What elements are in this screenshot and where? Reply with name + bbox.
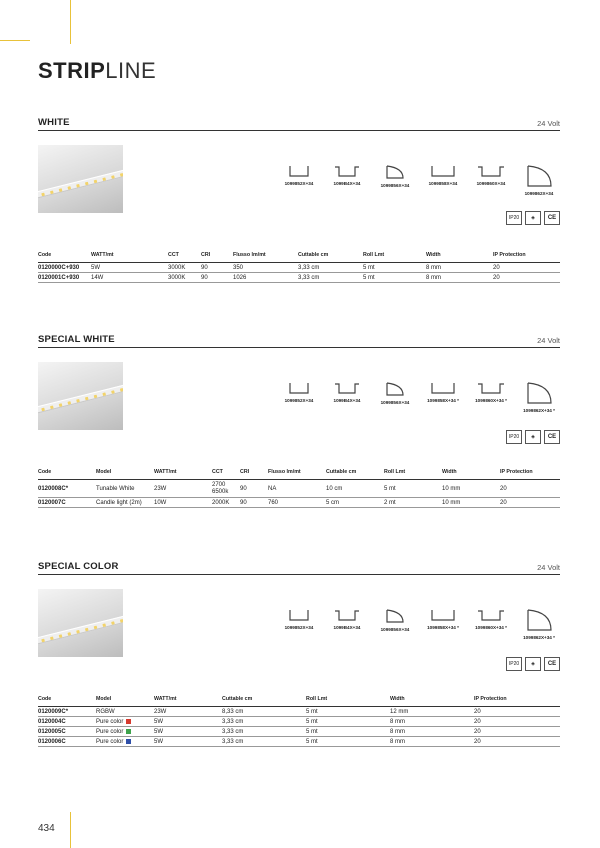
col-header: Roll Lmt [363, 248, 426, 263]
profile-wide-icon [430, 608, 456, 622]
cell: 20 [474, 737, 560, 747]
profile-item [518, 164, 560, 196]
cert-icons [506, 211, 560, 225]
profile-item [374, 381, 416, 413]
section-header [38, 117, 560, 131]
profile-code: 1099862X+34 [524, 191, 554, 196]
col-header: IP Protection [474, 692, 560, 707]
cell: RGBW [96, 707, 154, 717]
cell: 2 mt [384, 498, 442, 508]
cell: 3000K [168, 273, 201, 283]
profile-item [422, 608, 464, 640]
cell-code: 0120004C [38, 717, 96, 727]
led-strip-image [38, 166, 123, 199]
led-chip [76, 398, 80, 402]
profile-item [470, 381, 512, 413]
spec-table-white [38, 248, 560, 283]
table-row [38, 717, 560, 727]
profile-item [518, 381, 560, 413]
table-row [38, 263, 560, 273]
col-header: Code [38, 465, 96, 480]
profile-u-icon [288, 608, 310, 622]
cert-icons [506, 430, 560, 444]
cell: 20 [500, 498, 560, 508]
col-header: CRI [240, 465, 268, 480]
profile-code: 1099B4X+34 [333, 398, 361, 403]
col-header: WATT/mt [154, 465, 212, 480]
class-icon: ◈ [525, 211, 541, 225]
title-light: LINE [105, 58, 157, 83]
section-header [38, 334, 560, 348]
profile-wide-icon [430, 164, 456, 178]
section-title: SPECIAL COLOR [38, 561, 119, 572]
cell: 20 [493, 273, 560, 283]
ce-mark-icon: CE [544, 211, 560, 225]
cell-code: 0120008C* [38, 480, 96, 498]
cell: 12 mm [390, 707, 474, 717]
profile-item [326, 164, 368, 196]
profile-flange-icon [334, 608, 360, 622]
ce-mark-icon: CE [544, 657, 560, 671]
profile-item [278, 608, 320, 640]
section-header [38, 561, 560, 575]
col-header: Flusso lm/mt [268, 465, 326, 480]
led-chip [120, 619, 123, 623]
cell: 5W [91, 263, 168, 273]
profile-list [278, 164, 560, 196]
color-swatch-red [126, 719, 131, 724]
cell-code: 0120000C+930 [38, 263, 91, 273]
led-chip [94, 625, 98, 629]
cell: 23W [154, 480, 212, 498]
profile-flange-wide-icon [477, 164, 505, 178]
profile-code: 1099860X+34 [476, 181, 506, 186]
col-header: Width [426, 248, 493, 263]
cell: 3,33 cm [298, 273, 363, 283]
product-photo [38, 362, 123, 430]
profile-code: 1099862X+34 * [523, 408, 555, 413]
col-header: Roll Lmt [306, 692, 390, 707]
profile-list [278, 381, 560, 413]
profile-u-icon [288, 164, 310, 178]
led-chip [59, 188, 63, 192]
led-chip [102, 392, 106, 396]
profile-item [470, 164, 512, 196]
led-chip [59, 634, 63, 638]
cell: Candle light (2m) [96, 498, 154, 508]
cell: 90 [240, 480, 268, 498]
profile-corner-icon [384, 164, 406, 180]
cell: 5 mt [306, 737, 390, 747]
led-chip [67, 186, 71, 190]
led-chip [50, 190, 54, 194]
cell: Tunable White [96, 480, 154, 498]
led-chip [67, 401, 71, 405]
led-chip [102, 623, 106, 627]
profile-code: 1099858X+34 * [427, 398, 459, 403]
profile-item [278, 381, 320, 413]
cell: 8 mm [390, 737, 474, 747]
col-header: Code [38, 692, 96, 707]
profile-item [374, 164, 416, 196]
table-row [38, 727, 560, 737]
cell: 5 mt [306, 727, 390, 737]
cert-icons [506, 657, 560, 671]
profile-corner-large-icon [525, 608, 553, 632]
profile-item [374, 608, 416, 640]
table-header [38, 692, 560, 707]
profile-code: 1099856X+34 [380, 627, 410, 632]
cell: 14W [91, 273, 168, 283]
title-strong: STRIP [38, 58, 106, 83]
profile-item [470, 608, 512, 640]
col-header: Roll Lmt [384, 465, 442, 480]
cell: 10W [154, 498, 212, 508]
ip20-icon: IP20 [506, 430, 522, 444]
ip20-icon: IP20 [506, 211, 522, 225]
cell: NA [268, 480, 326, 498]
cell: 10 cm [326, 480, 384, 498]
table-row [38, 707, 560, 717]
cell: 5 mt [363, 263, 426, 273]
col-header: Model [96, 692, 154, 707]
section-title: SPECIAL WHITE [38, 334, 115, 345]
cell: Pure color [96, 728, 124, 735]
cell: 8 mm [426, 273, 493, 283]
col-header: Code [38, 248, 91, 263]
table-header [38, 248, 560, 263]
profile-code: 1099860X+34 * [475, 398, 507, 403]
profile-item [326, 608, 368, 640]
cell: 20 [500, 480, 560, 498]
led-chip [59, 403, 63, 407]
cell: Pure color [96, 718, 124, 725]
col-header: Cuttable cm [298, 248, 363, 263]
led-chip [67, 632, 71, 636]
cell: 5W [154, 727, 222, 737]
profile-list [278, 608, 560, 640]
profile-code: 1099856X+34 [380, 400, 410, 405]
led-chip [41, 192, 45, 196]
profile-corner-large-icon [525, 381, 553, 405]
cell: 8 mm [426, 263, 493, 273]
accent-line [0, 40, 30, 41]
profile-code: 1099856X+34 [380, 183, 410, 188]
led-chip [94, 179, 98, 183]
cell: 90 [240, 498, 268, 508]
profile-code: 1099858X+34 * [427, 625, 459, 630]
cell-code: 0120006C [38, 737, 96, 747]
table-row [38, 498, 560, 508]
profile-corner-large-icon [525, 164, 553, 188]
col-header: WATT/mt [91, 248, 168, 263]
table-row [38, 737, 560, 747]
led-strip-image [38, 381, 123, 414]
profile-code: 1099852X+34 [284, 625, 314, 630]
profile-code: 1099860X+34 * [475, 625, 507, 630]
cell: 1026 [233, 273, 298, 283]
col-header: Model [96, 465, 154, 480]
class-icon: ◈ [525, 657, 541, 671]
profile-code: 1099852X+34 [284, 181, 314, 186]
cell: 90 [201, 273, 233, 283]
cell-code: 0120007C [38, 498, 96, 508]
profile-corner-icon [384, 608, 406, 624]
col-header: Cuttable cm [326, 465, 384, 480]
col-header: Width [442, 465, 500, 480]
cell: 20 [474, 727, 560, 737]
cell: 350 [233, 263, 298, 273]
section-voltage: 24 Volt [537, 119, 560, 128]
col-header: CRI [201, 248, 233, 263]
profile-item [422, 381, 464, 413]
spec-table-special-color [38, 692, 560, 747]
led-chip [76, 629, 80, 633]
col-header: CCT [168, 248, 201, 263]
profile-wide-icon [430, 381, 456, 395]
ce-mark-icon: CE [544, 430, 560, 444]
section-special-color [38, 561, 560, 745]
profile-code: 1099B4X+34 [333, 625, 361, 630]
page-title [38, 58, 156, 84]
section-title: WHITE [38, 117, 70, 128]
profile-code: 1099B4X+34 [333, 181, 361, 186]
profile-flange-wide-icon [477, 381, 505, 395]
led-chip [120, 173, 123, 177]
led-chip [50, 636, 54, 640]
col-header: CCT [212, 465, 240, 480]
margin-line-top [70, 0, 71, 44]
cell: 3,33 cm [222, 727, 306, 737]
led-strip-image [38, 612, 123, 645]
led-chip [102, 177, 106, 181]
cell: 5W [154, 717, 222, 727]
cell: 20 [474, 707, 560, 717]
profile-corner-icon [384, 381, 406, 397]
section-voltage: 24 Volt [537, 336, 560, 345]
col-header: Width [390, 692, 474, 707]
table-row [38, 273, 560, 283]
page-number: 434 [38, 823, 55, 834]
product-photo [38, 145, 123, 213]
cell: 5W [154, 737, 222, 747]
profile-u-icon [288, 381, 310, 395]
led-chip [41, 407, 45, 411]
product-photo [38, 589, 123, 657]
profile-flange-icon [334, 381, 360, 395]
color-swatch-blue [126, 739, 131, 744]
col-header: IP Protection [500, 465, 560, 480]
profile-flange-wide-icon [477, 608, 505, 622]
profile-code: 1099852X+34 [284, 398, 314, 403]
cell-code: 0120001C+930 [38, 273, 91, 283]
cell: 5 mt [363, 273, 426, 283]
section-special-white [38, 334, 560, 506]
section-voltage: 24 Volt [537, 563, 560, 572]
cell-code: 0120005C [38, 727, 96, 737]
led-chip [76, 183, 80, 187]
cell: 8 mm [390, 717, 474, 727]
cell: Pure color [96, 738, 124, 745]
led-chip [94, 394, 98, 398]
cell: 20 [474, 717, 560, 727]
section-white [38, 117, 560, 281]
table-row [38, 480, 560, 498]
led-chip [120, 388, 123, 392]
color-swatch-green [126, 729, 131, 734]
cell: 5 mt [384, 480, 442, 498]
cell: 2000K [212, 498, 240, 508]
cell: 8 mm [390, 727, 474, 737]
profile-item [518, 608, 560, 640]
table-header [38, 465, 560, 480]
cell: 90 [201, 263, 233, 273]
col-header: Cuttable cm [222, 692, 306, 707]
led-chip [50, 405, 54, 409]
cell: 5 mt [306, 707, 390, 717]
col-header: IP Protection [493, 248, 560, 263]
cell-code: 0120009C* [38, 707, 96, 717]
led-chip [85, 627, 89, 631]
cell: 5 cm [326, 498, 384, 508]
profile-code: 1099862X+34 * [523, 635, 555, 640]
cell: 23W [154, 707, 222, 717]
class-icon: ◈ [525, 430, 541, 444]
cell: 8,33 cm [222, 707, 306, 717]
col-header: WATT/mt [154, 692, 222, 707]
cell: 2700 6500k [212, 480, 240, 498]
led-chip [85, 181, 89, 185]
cell: 5 mt [306, 717, 390, 727]
profile-item [422, 164, 464, 196]
cell: 3,33 cm [222, 717, 306, 727]
margin-line-bottom [70, 812, 71, 848]
spec-table-special-white [38, 465, 560, 508]
cell: 760 [268, 498, 326, 508]
cell: 3000K [168, 263, 201, 273]
profile-item [278, 164, 320, 196]
led-chip [111, 621, 115, 625]
cell: 3,33 cm [298, 263, 363, 273]
cell: 10 mm [442, 498, 500, 508]
cell: 3,33 cm [222, 737, 306, 747]
led-chip [111, 390, 115, 394]
cell: 10 mm [442, 480, 500, 498]
led-chip [41, 638, 45, 642]
profile-item [326, 381, 368, 413]
col-header: Flusso lm/mt [233, 248, 298, 263]
profile-code: 1099858X+34 [428, 181, 458, 186]
cell: 20 [493, 263, 560, 273]
ip20-icon: IP20 [506, 657, 522, 671]
led-chip [111, 175, 115, 179]
profile-flange-icon [334, 164, 360, 178]
led-chip [85, 396, 89, 400]
